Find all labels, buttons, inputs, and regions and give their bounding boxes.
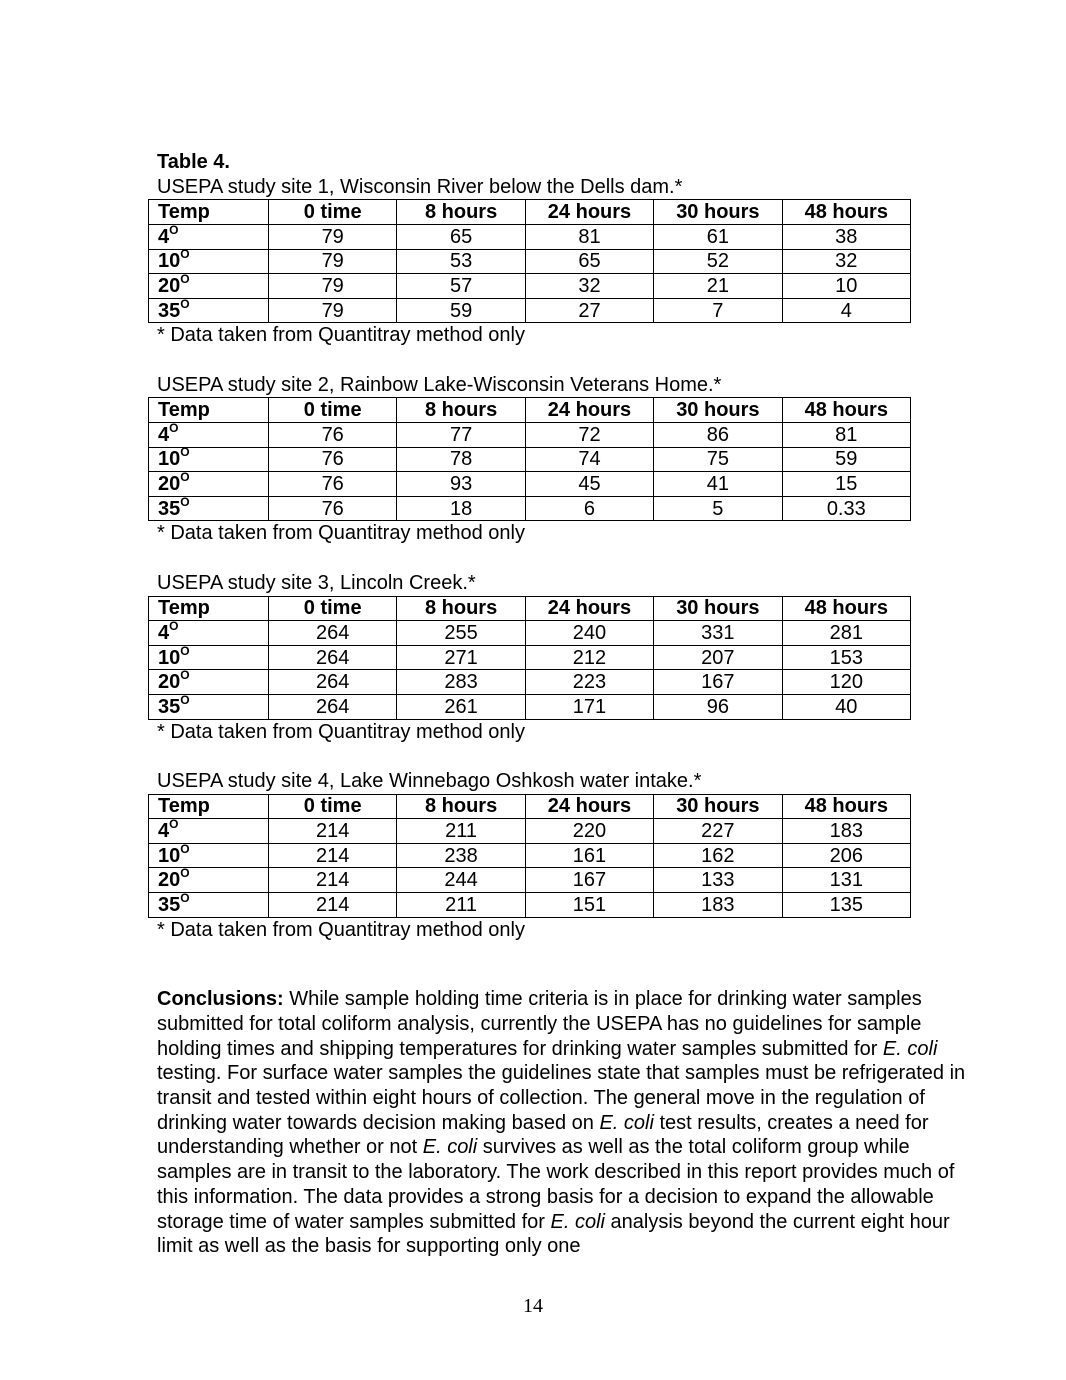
data-cell: 264 — [269, 694, 397, 719]
data-cell: 79 — [269, 298, 397, 323]
data-cell: 41 — [654, 472, 782, 497]
conclusions-paragraph — [157, 987, 969, 1259]
temp-value: 20 — [158, 473, 181, 496]
data-cell: 65 — [525, 249, 653, 274]
data-cell: 183 — [782, 819, 910, 844]
column-header: 8 hours — [397, 398, 525, 423]
table-header-row — [149, 794, 911, 819]
degree-mark: O — [169, 222, 179, 237]
temp-cell — [149, 496, 269, 521]
temp-cell — [149, 694, 269, 719]
column-header: 30 hours — [654, 398, 782, 423]
data-cell: 27 — [525, 298, 653, 323]
table-header-row — [149, 200, 911, 225]
degree-mark: O — [180, 643, 190, 658]
data-cell: 281 — [782, 621, 910, 646]
species-name: E. coli — [882, 1037, 938, 1060]
data-cell: 135 — [782, 892, 910, 917]
data-cell: 74 — [525, 447, 653, 472]
table-row — [149, 496, 911, 521]
table-row — [149, 274, 911, 299]
data-cell: 7 — [654, 298, 782, 323]
site-2-caption: USEPA study site 2, Rainbow Lake-Wisconsin Veterans Home.* — [157, 373, 722, 396]
table-row — [149, 447, 911, 472]
table-row — [149, 621, 911, 646]
temp-cell — [149, 249, 269, 274]
table-row — [149, 249, 911, 274]
temp-value: 20 — [158, 274, 181, 297]
degree-mark: O — [169, 618, 179, 633]
data-cell: 96 — [654, 694, 782, 719]
footnote: * Data taken from Quantitray method only — [157, 522, 525, 545]
data-cell: 183 — [654, 892, 782, 917]
temp-cell — [149, 868, 269, 893]
data-cell: 283 — [397, 670, 525, 695]
column-header: 0 time — [269, 398, 397, 423]
data-cell: 79 — [269, 274, 397, 299]
site-3-caption: USEPA study site 3, Lincoln Creek.* — [157, 571, 476, 594]
degree-mark: O — [180, 271, 190, 286]
temp-cell — [149, 843, 269, 868]
text-segment: survives as well as the total coliform group while samples are in transit to the laboratory. The work described in this report provides much of this information. The data provides a strong basis for a decision to expand the allowable storage time of water samples submitted for — [157, 1136, 955, 1233]
temp-cell — [149, 447, 269, 472]
data-cell: 61 — [654, 225, 782, 250]
table-row — [149, 843, 911, 868]
data-cell: 214 — [269, 819, 397, 844]
degree-mark: O — [180, 841, 190, 856]
site-1-table — [148, 199, 911, 323]
column-header: 48 hours — [782, 398, 910, 423]
temp-cell — [149, 618, 269, 646]
data-cell: 227 — [654, 819, 782, 844]
column-header: 0 time — [269, 794, 397, 819]
data-cell: 264 — [269, 621, 397, 646]
data-cell: 32 — [525, 274, 653, 299]
text-segment: testing. For surface water samples the guidelines state that samples must be refrigerated in transit and tested within eight hours of collection. The general move in the regulation of drinking water towards decision making based on — [157, 1062, 966, 1134]
data-cell: 167 — [654, 670, 782, 695]
conclusions-heading: Conclusions: — [157, 988, 284, 1011]
column-header: 24 hours — [525, 200, 653, 225]
table-row — [149, 868, 911, 893]
table-row — [149, 819, 911, 844]
data-cell: 75 — [654, 447, 782, 472]
site-4-table — [148, 794, 911, 918]
data-cell: 206 — [782, 843, 910, 868]
data-cell: 214 — [269, 868, 397, 893]
column-header: Temp — [149, 398, 269, 423]
data-cell: 255 — [397, 621, 525, 646]
data-cell: 79 — [269, 225, 397, 250]
data-cell: 93 — [397, 472, 525, 497]
data-cell: 65 — [397, 225, 525, 250]
column-header: 48 hours — [782, 200, 910, 225]
column-header: 24 hours — [525, 596, 653, 621]
table-row — [149, 694, 911, 719]
data-cell: 45 — [525, 472, 653, 497]
column-header: 8 hours — [397, 794, 525, 819]
table-row — [149, 298, 911, 323]
column-header: 30 hours — [654, 794, 782, 819]
conclusions-body — [157, 988, 965, 1257]
temp-value: 10 — [158, 250, 181, 273]
data-cell: 21 — [654, 274, 782, 299]
degree-mark: O — [180, 494, 190, 509]
data-cell: 162 — [654, 843, 782, 868]
column-header: 48 hours — [782, 794, 910, 819]
data-cell: 131 — [782, 868, 910, 893]
degree-mark: O — [180, 890, 190, 905]
temp-value: 10 — [158, 844, 181, 867]
data-cell: 211 — [397, 892, 525, 917]
temp-value: 10 — [158, 646, 181, 669]
degree-mark: O — [180, 668, 190, 683]
column-header: 30 hours — [654, 596, 782, 621]
temp-cell — [149, 222, 269, 250]
data-cell: 78 — [397, 447, 525, 472]
text-segment: While sample holding time criteria is in place for drinking water samples submitted for total coliform analysis, currently the USEPA has no guidelines for sample holding times and shipping temperatures for drinking water samples submitted for — [157, 988, 922, 1060]
species-name: E. coli — [422, 1136, 478, 1159]
site-2-table — [148, 397, 911, 521]
site-1-caption: USEPA study site 1, Wisconsin River below the Dells dam.* — [157, 175, 683, 198]
data-cell: 120 — [782, 670, 910, 695]
temp-value: 4 — [158, 621, 170, 644]
data-cell: 5 — [654, 496, 782, 521]
data-cell: 211 — [397, 819, 525, 844]
data-cell: 223 — [525, 670, 653, 695]
data-cell: 81 — [782, 423, 910, 448]
data-cell: 81 — [525, 225, 653, 250]
temp-cell — [149, 816, 269, 844]
data-cell: 220 — [525, 819, 653, 844]
temp-value: 4 — [158, 423, 170, 446]
degree-mark: O — [180, 866, 190, 881]
data-cell: 151 — [525, 892, 653, 917]
data-cell: 167 — [525, 868, 653, 893]
column-header: Temp — [149, 596, 269, 621]
data-cell: 264 — [269, 645, 397, 670]
degree-mark: O — [180, 296, 190, 311]
temp-value: 35 — [158, 299, 181, 322]
column-header: 8 hours — [397, 200, 525, 225]
temp-cell — [149, 670, 269, 695]
data-cell: 133 — [654, 868, 782, 893]
data-cell: 261 — [397, 694, 525, 719]
data-cell: 77 — [397, 423, 525, 448]
temp-value: 4 — [158, 225, 170, 248]
data-cell: 53 — [397, 249, 525, 274]
species-name: E. coli — [550, 1210, 605, 1233]
table-row — [149, 225, 911, 250]
temp-cell — [149, 271, 269, 299]
data-cell: 264 — [269, 670, 397, 695]
footnote: * Data taken from Quantitray method only — [157, 324, 525, 347]
column-header: 8 hours — [397, 596, 525, 621]
data-cell: 212 — [525, 645, 653, 670]
data-cell: 238 — [397, 843, 525, 868]
table-row — [149, 423, 911, 448]
page-number: 14 — [523, 1295, 543, 1317]
text-segment: test results, creates a need for understanding whether or not — [157, 1111, 929, 1159]
text-segment: analysis beyond the current eight hour limit as well as the basis for supporting only one — [157, 1210, 950, 1258]
data-cell: 76 — [269, 496, 397, 521]
column-header: 48 hours — [782, 596, 910, 621]
column-header: Temp — [149, 200, 269, 225]
data-cell: 59 — [397, 298, 525, 323]
table-header-row — [149, 398, 911, 423]
table-row — [149, 892, 911, 917]
column-header: Temp — [149, 794, 269, 819]
data-cell: 0.33 — [782, 496, 910, 521]
data-cell: 72 — [525, 423, 653, 448]
data-cell: 214 — [269, 843, 397, 868]
degree-mark: O — [180, 692, 190, 707]
table-label: Table 4. — [157, 151, 230, 173]
degree-mark: O — [169, 420, 179, 435]
data-cell: 153 — [782, 645, 910, 670]
data-cell: 76 — [269, 472, 397, 497]
column-header: 24 hours — [525, 794, 653, 819]
temp-cell — [149, 645, 269, 670]
data-cell: 331 — [654, 621, 782, 646]
data-cell: 271 — [397, 645, 525, 670]
data-cell: 57 — [397, 274, 525, 299]
temp-value: 10 — [158, 448, 181, 471]
temp-cell — [149, 298, 269, 323]
data-cell: 244 — [397, 868, 525, 893]
table-row — [149, 472, 911, 497]
temp-value: 35 — [158, 695, 181, 718]
site-4-caption: USEPA study site 4, Lake Winnebago Oshkosh water intake.* — [157, 769, 702, 792]
degree-mark: O — [169, 816, 179, 831]
data-cell: 171 — [525, 694, 653, 719]
column-header: 30 hours — [654, 200, 782, 225]
column-header: 0 time — [269, 596, 397, 621]
data-cell: 76 — [269, 423, 397, 448]
footnote: * Data taken from Quantitray method only — [157, 918, 525, 941]
data-cell: 240 — [525, 621, 653, 646]
column-header: 24 hours — [525, 398, 653, 423]
temp-cell — [149, 892, 269, 917]
degree-mark: O — [180, 247, 190, 262]
data-cell: 10 — [782, 274, 910, 299]
data-cell: 207 — [654, 645, 782, 670]
data-cell: 38 — [782, 225, 910, 250]
document-body — [157, 150, 969, 1259]
temp-cell — [149, 420, 269, 448]
data-cell: 59 — [782, 447, 910, 472]
data-cell: 40 — [782, 694, 910, 719]
table-row — [149, 645, 911, 670]
degree-mark: O — [180, 445, 190, 460]
column-header: 0 time — [269, 200, 397, 225]
data-cell: 6 — [525, 496, 653, 521]
data-cell: 52 — [654, 249, 782, 274]
table-header-row — [149, 596, 911, 621]
data-cell: 15 — [782, 472, 910, 497]
table-row — [149, 670, 911, 695]
data-cell: 4 — [782, 298, 910, 323]
data-cell: 76 — [269, 447, 397, 472]
temp-value: 4 — [158, 819, 170, 842]
temp-value: 20 — [158, 869, 181, 892]
site-3-table — [148, 596, 911, 720]
temp-cell — [149, 472, 269, 497]
data-cell: 214 — [269, 892, 397, 917]
temp-value: 35 — [158, 893, 181, 916]
temp-value: 20 — [158, 671, 181, 694]
data-cell: 18 — [397, 496, 525, 521]
footnote: * Data taken from Quantitray method only — [157, 720, 525, 743]
data-cell: 32 — [782, 249, 910, 274]
species-name: E. coli — [599, 1111, 654, 1134]
data-cell: 161 — [525, 843, 653, 868]
data-cell: 79 — [269, 249, 397, 274]
temp-value: 35 — [158, 497, 181, 520]
degree-mark: O — [180, 470, 190, 485]
data-cell: 86 — [654, 423, 782, 448]
